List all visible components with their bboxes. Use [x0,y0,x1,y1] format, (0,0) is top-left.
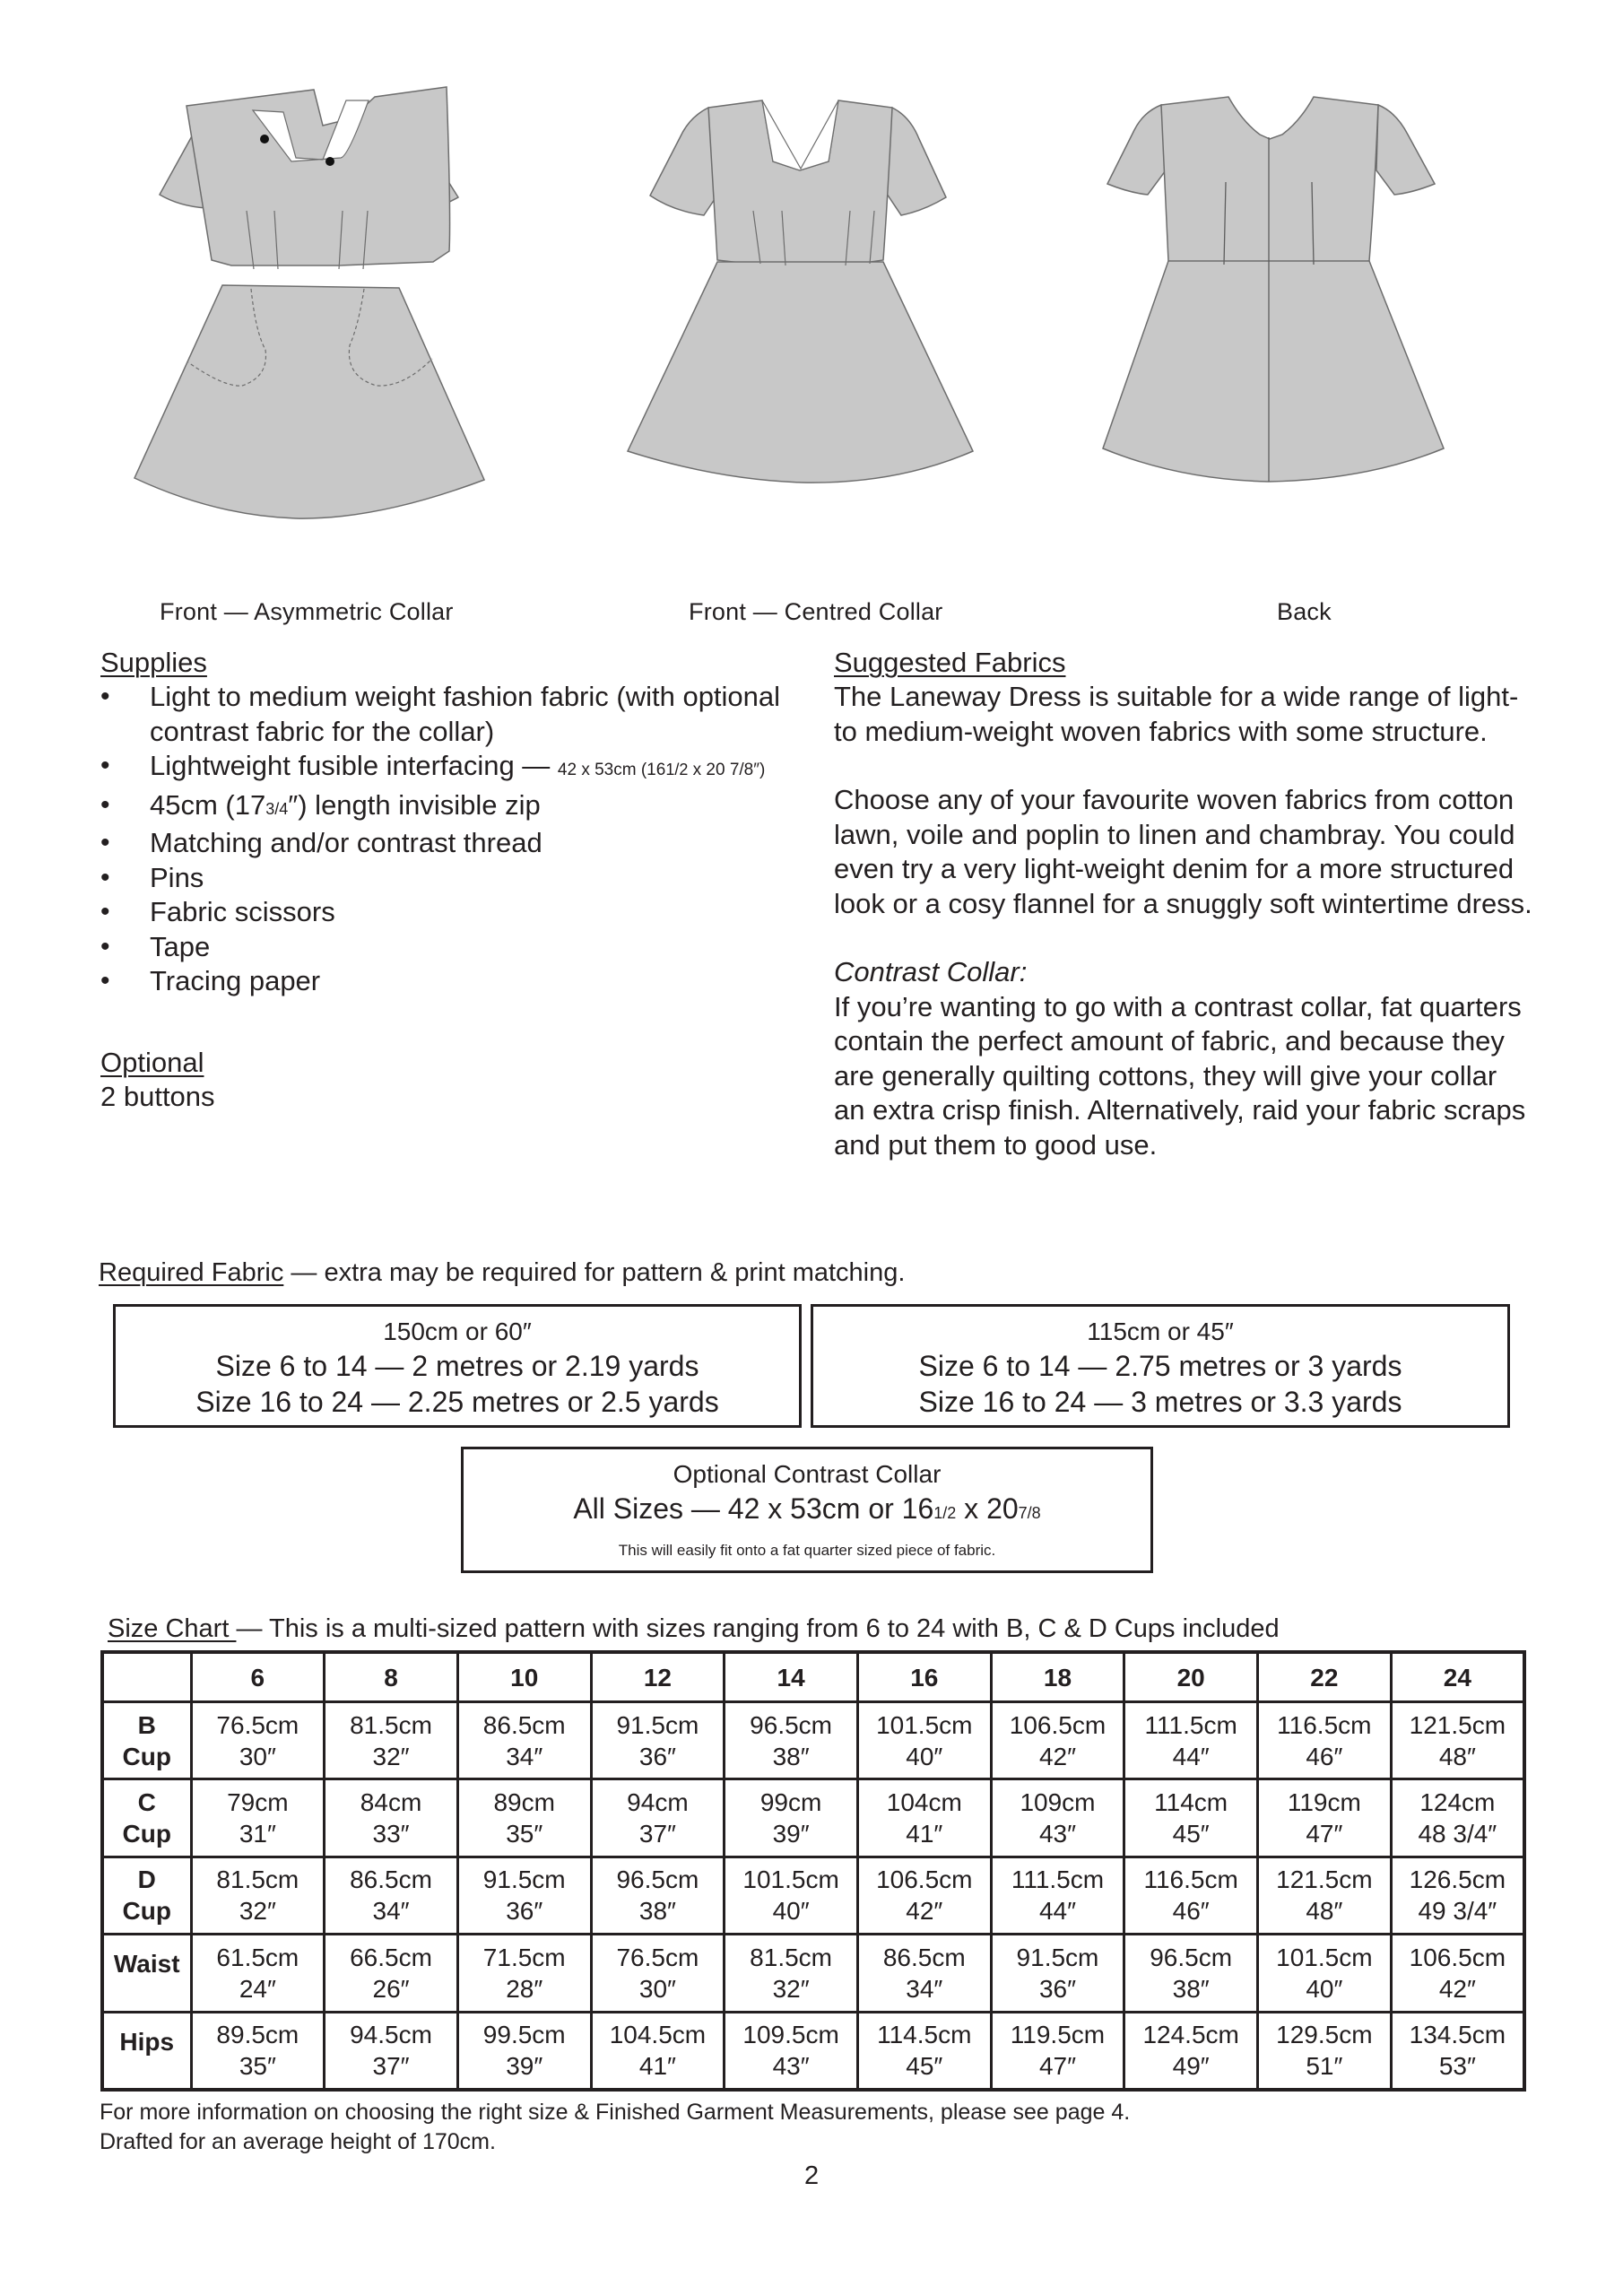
measurement-cell: 126.5cm 49 3/4″ [1391,1857,1524,1934]
supplies-item: • Matching and/or contrast thread [100,826,782,861]
measurement-cell: 116.5cm 46″ [1258,1702,1392,1779]
supplies-item: • Tracing paper [100,964,782,999]
supplies-item: • Tape [100,930,782,965]
row-label: Waist [102,1935,191,2012]
footer-note-2: Drafted for an average height of 170cm. [100,2129,496,2154]
measurement-cell: 91.5cm 36″ [457,1857,591,1934]
fabric-size-range-2: Size 16 to 24 — 3 metres or 3.3 yards [918,1386,1402,1418]
measurement-cell: 109cm 43″ [991,1779,1124,1857]
measurement-cell: 66.5cm 26″ [325,1935,458,2012]
supplies-list [100,680,782,999]
header-cell: 22 [1258,1652,1392,1702]
row-label: B Cup [102,1702,191,1779]
optional-text: 2 buttons [100,1081,215,1112]
measurement-cell: 86.5cm 34″ [857,1935,991,2012]
measurement-cell: 104cm 41″ [857,1779,991,1857]
measurement-cell: 84cm 33″ [325,1779,458,1857]
measurement-cell: 86.5cm 34″ [457,1702,591,1779]
size-chart-subtitle: — This is a multi-sized pattern with sizes ranging from 6 to 24 with B, C & D Cups included [236,1614,1280,1643]
measurement-cell: 94.5cm 37″ [325,2012,458,2090]
measurement-cell: 106.5cm 42″ [857,1857,991,1934]
row-label: Hips [102,2012,191,2090]
contrast-collar-text: If you’re wanting to go with a contrast collar, fat quarters contain the perfect amount of fabric, and because they are generally quilting cottons, they will give your collar an extra crisp finish. Alternatively, raid your fabric scraps and put them to good use. [834,990,1526,1161]
measurement-cell: 121.5cm 48″ [1391,1702,1524,1779]
fabric-box-150cm [113,1304,802,1428]
table-row [102,1779,1524,1857]
fabric-size-range-1: Size 6 to 14 — 2 metres or 2.19 yards [215,1350,699,1382]
measurement-cell: 104.5cm 41″ [591,2012,725,2090]
measurement-cell: 89.5cm 35″ [191,2012,325,2090]
header-cell: 12 [591,1652,725,1702]
measurement-cell: 76.5cm 30″ [591,1935,725,2012]
measurement-cell: 111.5cm 44″ [991,1857,1124,1934]
suggested-fabrics-title: Suggested Fabrics [834,647,1066,678]
footer-note-1: For more information on choosing the right size & Finished Garment Measurements, please see page 4. [100,2100,1131,2125]
header-cell: 16 [857,1652,991,1702]
optional-section [100,1046,215,1115]
measurement-cell: 109.5cm 43″ [725,2012,858,2090]
header-cell: 14 [725,1652,858,1702]
measurement-cell: 114cm 45″ [1124,1779,1258,1857]
measurement-cell: 119.5cm 47″ [991,2012,1124,2090]
measurement-cell: 89cm 35″ [457,1779,591,1857]
measurement-cell: 76.5cm 30″ [191,1702,325,1779]
required-fabric-title: Required Fabric [99,1258,284,1287]
table-row [102,1935,1524,2012]
measurement-cell: 106.5cm 42″ [1391,1935,1524,2012]
measurement-cell: 99cm 39″ [725,1779,858,1857]
supplies-item: • Lightweight fusible interfacing — 42 x 53cm (161/2 x 20 7/8″) [100,749,782,788]
fabric-width-label: 115cm or 45″ [1087,1318,1234,1345]
dress-front-centred-illustration [628,99,995,601]
measurement-cell: 71.5cm 28″ [457,1935,591,2012]
measurement-cell: 101.5cm 40″ [857,1702,991,1779]
header-cell [102,1652,191,1702]
required-fabric-heading [99,1258,905,1288]
row-label: D Cup [102,1857,191,1934]
measurement-cell: 134.5cm 53″ [1391,2012,1524,2090]
caption-front-asymmetric: Front — Asymmetric Collar [160,598,454,625]
header-cell: 8 [325,1652,458,1702]
dress-front-asymmetric-illustration [108,90,511,592]
supplies-item: • Light to medium weight fashion fabric (with optional contrast fabric for the collar) [100,680,782,749]
measurement-cell: 129.5cm 51″ [1258,2012,1392,2090]
caption-back: Back [1277,598,1332,625]
header-cell: 24 [1391,1652,1524,1702]
size-chart-title: Size Chart [108,1614,237,1643]
header-cell: 18 [991,1652,1124,1702]
measurement-cell: 94cm 37″ [591,1779,725,1857]
size-chart-heading [108,1614,1280,1644]
measurement-cell: 119cm 47″ [1258,1779,1392,1857]
measurement-cell: 91.5cm 36″ [591,1702,725,1779]
suggested-fabrics-para1: The Laneway Dress is suitable for a wide range of light- to medium-weight woven fabrics with some structure. [834,681,1519,747]
measurement-cell: 96.5cm 38″ [1124,1935,1258,2012]
supplies-section [100,646,782,999]
row-label: C Cup [102,1779,191,1857]
suggested-fabrics-para2: Choose any of your favourite woven fabrics from cotton lawn, voile and poplin to linen and chambray. You could even try a very light-weight denim for a more structured look or a cosy flannel for a snuggly soft wintertime dress. [834,784,1532,919]
measurement-cell: 116.5cm 46″ [1124,1857,1258,1934]
measurement-cell: 101.5cm 40″ [1258,1935,1392,2012]
measurement-cell: 124cm 48 3/4″ [1391,1779,1524,1857]
caption-front-centred: Front — Centred Collar [689,598,943,625]
supplies-item: • Pins [100,861,782,896]
header-cell: 20 [1124,1652,1258,1702]
measurement-cell: 111.5cm 44″ [1124,1702,1258,1779]
header-cell: 6 [191,1652,325,1702]
size-chart-table [100,1650,1526,2092]
measurement-cell: 91.5cm 36″ [991,1935,1124,2012]
page-number: 2 [804,2161,820,2190]
header-cell: 10 [457,1652,591,1702]
fabric-width-label: 150cm or 60″ [383,1318,532,1345]
contrast-collar-box [461,1447,1153,1573]
measurement-cell: 124.5cm 49″ [1124,2012,1258,2090]
measurement-cell: 81.5cm 32″ [191,1857,325,1934]
measurement-cell: 81.5cm 32″ [325,1702,458,1779]
measurement-cell: 61.5cm 24″ [191,1935,325,2012]
collar-box-dimensions: All Sizes — 42 x 53cm or 161/2 x 207/8 [573,1492,1041,1525]
measurement-cell: 81.5cm 32″ [725,1935,858,2012]
measurement-cell: 79cm 31″ [191,1779,325,1857]
supplies-title: Supplies [100,647,207,678]
optional-title: Optional [100,1047,204,1078]
measurement-cell: 96.5cm 38″ [725,1702,858,1779]
collar-box-title: Optional Contrast Collar [673,1460,942,1488]
measurement-cell: 114.5cm 45″ [857,2012,991,2090]
supplies-item: • 45cm (173/4″) length invisible zip [100,788,782,827]
table-row [102,1857,1524,1934]
table-row [102,1702,1524,1779]
required-fabric-subtitle: — extra may be required for pattern & print matching. [283,1258,906,1287]
measurement-cell: 96.5cm 38″ [591,1857,725,1934]
contrast-collar-title: Contrast Collar: [834,956,1028,987]
table-header-row [102,1652,1524,1702]
measurement-cell: 106.5cm 42″ [991,1702,1124,1779]
fabric-size-range-1: Size 6 to 14 — 2.75 metres or 3 yards [918,1350,1402,1382]
suggested-fabrics-section [834,646,1533,1162]
measurement-cell: 99.5cm 39″ [457,2012,591,2090]
measurement-cell: 86.5cm 34″ [325,1857,458,1934]
table-row [102,2012,1524,2090]
fabric-box-115cm [811,1304,1510,1428]
dress-back-illustration [1107,94,1475,596]
measurement-cell: 101.5cm 40″ [725,1857,858,1934]
fabric-size-range-2: Size 16 to 24 — 2.25 metres or 2.5 yards [195,1386,719,1418]
supplies-item: • Fabric scissors [100,895,782,930]
measurement-cell: 121.5cm 48″ [1258,1857,1392,1934]
collar-box-note: This will easily fit onto a fat quarter sized piece of fabric. [618,1542,996,1559]
